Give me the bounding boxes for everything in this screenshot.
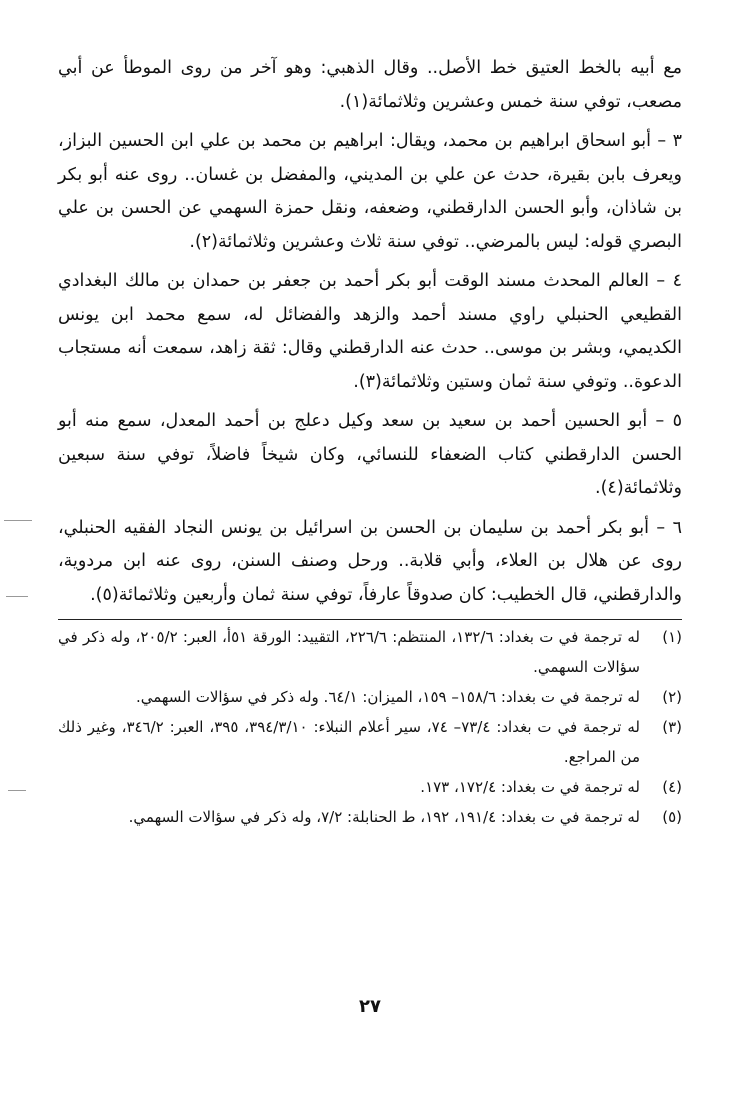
footnote-3 [58, 712, 682, 772]
footnote-number: (٤) [662, 778, 682, 796]
footnote-2 [58, 682, 682, 712]
scan-edge-mark [4, 520, 32, 521]
scan-edge-mark [6, 596, 28, 597]
footnote-number: (٣) [662, 718, 682, 736]
footnotes-list [58, 622, 682, 832]
footnote-text: له ترجمة في ت بغداد: ٧٣/٤– ٧٤، سير أعلام النبلاء: ٣٩٤/٣/١٠، ٣٩٥، العبر: ٣٤٦/٢، وغير ذلك من المراجع. [58, 718, 640, 766]
page-number: ٢٧ [359, 996, 381, 1017]
page-body [58, 52, 682, 832]
footnote-number: (٢) [662, 688, 682, 706]
footnote-4 [58, 772, 682, 802]
entry-4-abu-bakr-al-qatii: ٤ – العالم المحدث مسند الوقت أبو بكر أحمد بن جعفر بن حمدان بن مالك البغدادي القطيعي الحنبلي راوي مسند أحمد والزهد والفضائل له، سمع محمد ابن يونس الكديمي، وبشر بن موسى.. حدث عنه الدارقطني وقال: ثقة زاهد، سمعت أنه مستجاب الدعوة.. وتوفي سنة ثمان وستين وثلاثمائة(٣). [58, 271, 682, 392]
footnote-text: له ترجمة في ت بغداد: ١٥٨/٦– ١٥٩، الميزان: ٦٤/١. وله ذكر في سؤالات السهمي. [135, 688, 640, 706]
footnote-number: (٥) [662, 808, 682, 826]
scan-edge-mark [8, 790, 26, 791]
footnote-text: له ترجمة في ت بغداد: ١٩١/٤، ١٩٢، ط الحنابلة: ٧/٢، وله ذكر في سؤالات السهمي. [128, 808, 640, 826]
footnote-1 [58, 622, 682, 682]
footnote-text: له ترجمة في ت بغداد: ١٧٢/٤، ١٧٣. [420, 778, 640, 796]
entry-6-abu-bakr-al-najjad: ٦ – أبو بكر أحمد بن سليمان بن الحسن بن اسرائيل بن يونس النجاد الفقيه الحنبلي، روى عن هلال بن العلاء، وأبي قلابة.. ورحل وصنف السنن، روى عنه ابن مردوية، والدارقطني، قال الخطيب: كان صدوقاً عارفاً، توفي سنة ثمان وأربعين وثلاثمائة(٥). [58, 517, 682, 605]
footnote-5 [58, 802, 682, 832]
entry-3-ibrahim-bin-muhammad: ٣ – أبو اسحاق ابراهيم بن محمد، ويقال: ابراهيم بن محمد بن علي ابن الحسين البزاز، ويعرف بابن بقيرة، حدث عن علي بن المديني، والمفضل بن غسان.. روى عنه أبو بكر بن شاذان، وأبو الحسن الدارقطني، وضعفه، ونقل حمزة السهمي عن الحسن بن علي البصري قوله: ليس بالمرضي.. توفي سنة ثلاث وعشرين وثلاثمائة(٢). [58, 131, 682, 252]
footnote-text: له ترجمة في ت بغداد: ١٣٢/٦، المنتظم: ٢٢٦/٦، التقييد: الورقة ٥١أ، العبر: ٢٠٥/٢، وله ذكر في سؤالات السهمي. [58, 628, 640, 676]
paragraph-continuation: مع أبيه بالخط العتيق خط الأصل.. وقال الذهبي: وهو آخر من روى الموطأ عن أبي مصعب، توفي سنة خمس وعشرين وثلاثمائة(١). [58, 58, 682, 112]
footnote-number: (١) [662, 628, 682, 646]
footnote-divider [58, 619, 682, 620]
entry-5-abu-al-husayn-ahmad: ٥ – أبو الحسين أحمد بن سعيد بن سعد وكيل دعلج بن أحمد المعدل، سمع منه أبو الحسن الدارقطني كتاب الضعفاء للنسائي، وكان شيخاً فاضلاً، توفي سنة سبعين وثلاثمائة(٤). [58, 411, 682, 498]
